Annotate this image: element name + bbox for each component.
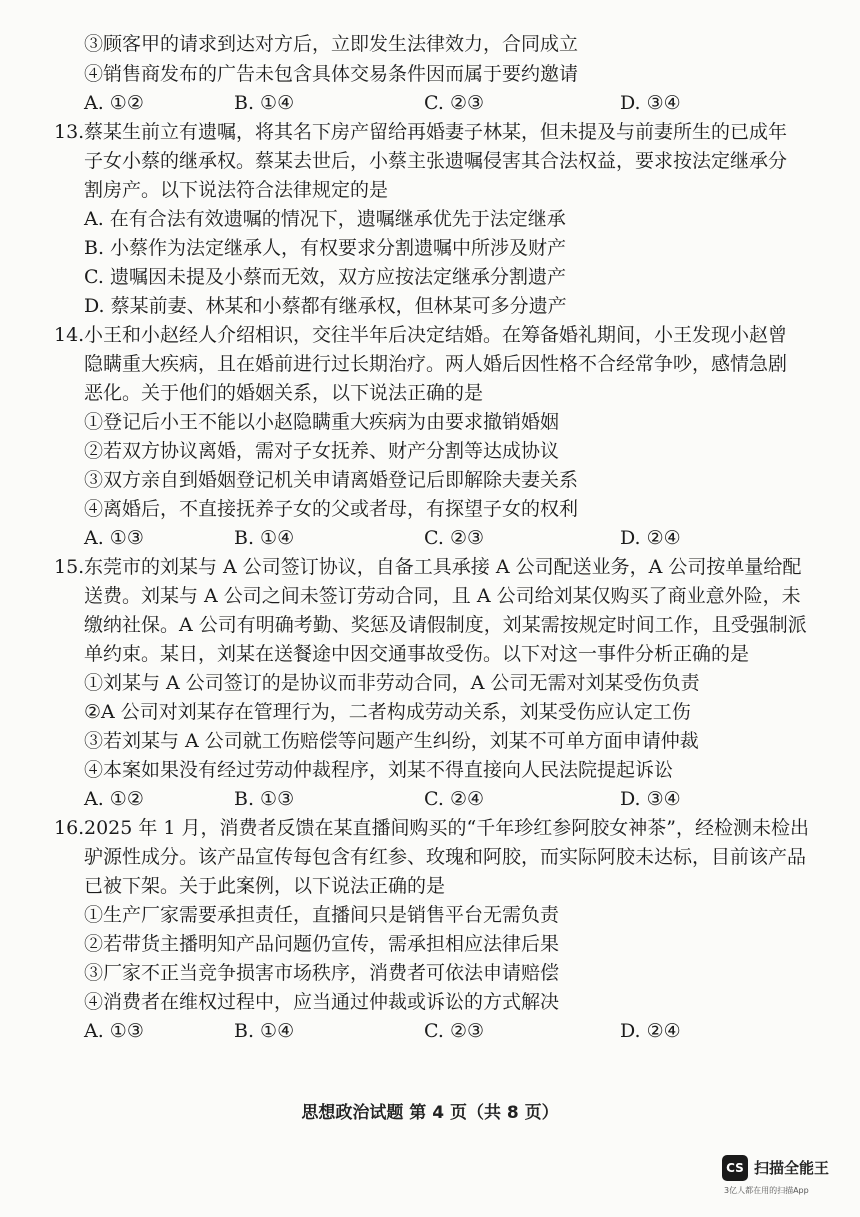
q15-option-a: A. ①②: [84, 788, 144, 810]
q16-item-1: ①生产厂家需要承担责任，直播间只是销售平台无需负责: [84, 904, 560, 926]
q13-choice-a: A. 在有合法有效遗嘱的情况下，遗嘱继承优先于法定继承: [84, 208, 566, 230]
q13-choice-c: C. 遗嘱因未提及小蔡而无效，双方应按法定继承分割遗产: [84, 266, 566, 288]
q15-stem-line-2: 送费。刘某与 A 公司之间未签订劳动合同，且 A 公司给刘某仅购买了商业意外险，未: [84, 585, 801, 607]
q12-option-b: B. ①④: [234, 92, 295, 114]
q15-stem-line-3: 缴纳社保。A 公司有明确考勤、奖惩及请假制度，刘某需按规定时间工作，且受强制派: [84, 614, 807, 636]
q16-number: 16.: [54, 817, 85, 839]
q15-option-d: D. ③④: [620, 788, 681, 810]
q12-option-d: D. ③④: [620, 92, 681, 114]
q16-option-a: A. ①③: [84, 1020, 144, 1042]
q16-item-3: ③厂家不正当竞争损害市场秩序，消费者可依法申请赔偿: [84, 962, 560, 984]
q12-item-3: ③顾客甲的请求到达对方后，立即发生法律效力，合同成立: [84, 33, 579, 55]
q15-option-b: B. ①③: [234, 788, 295, 810]
q14-option-d: D. ②④: [620, 527, 681, 549]
camscanner-logo-icon: CS: [722, 1155, 748, 1181]
q16-item-4: ④消费者在维权过程中，应当通过仲裁或诉讼的方式解决: [84, 991, 560, 1013]
q14-item-4: ④离婚后，不直接抚养子女的父或者母，有探望子女的权利: [84, 498, 579, 520]
q12-item-4: ④销售商发布的广告未包含具体交易条件因而属于要约邀请: [84, 63, 579, 85]
q14-item-1: ①登记后小王不能以小赵隐瞒重大疾病为由要求撤销婚姻: [84, 411, 560, 433]
q14-option-a: A. ①③: [84, 527, 144, 549]
q16-option-c: C. ②③: [424, 1020, 485, 1042]
q16-stem-line-1: 2025 年 1 月，消费者反馈在某直播间购买的“千年珍红参阿胶女神茶”，经检测未检出: [84, 817, 809, 839]
q13-number: 13.: [54, 121, 85, 143]
q14-item-2: ②若双方协议离婚，需对子女抚养、财产分割等达成协议: [84, 440, 560, 462]
q13-choice-d: D. 蔡某前妻、林某和小蔡都有继承权，但林某可多分遗产: [84, 295, 567, 317]
q13-stem-line-1: 蔡某生前立有遗嘱，将其名下房产留给再婚妻子林某，但未提及与前妻所生的已成年: [84, 121, 788, 143]
q13-choice-b: B. 小蔡作为法定继承人，有权要求分割遗嘱中所涉及财产: [84, 237, 567, 259]
q12-option-a: A. ①②: [84, 92, 144, 114]
q16-stem-line-2: 驴源性成分。该产品宣传每包含有红参、玫瑰和阿胶，而实际阿胶未达标，目前该产品: [84, 846, 807, 868]
q14-stem-line-3: 恶化。关于他们的婚姻关系，以下说法正确的是: [84, 382, 484, 404]
q14-number: 14.: [54, 324, 85, 346]
scanner-watermark: [722, 1155, 842, 1199]
q15-stem-line-1: 东莞市的刘某与 A 公司签订协议，自备工具承接 A 公司配送业务，A 公司按单量给配: [84, 556, 802, 578]
q15-item-2: ②A 公司对刘某存在管理行为，二者构成劳动关系，刘某受伤应认定工伤: [84, 701, 691, 723]
q16-item-2: ②若带货主播明知产品问题仍宣传，需承担相应法律后果: [84, 933, 560, 955]
q14-stem-line-2: 隐瞒重大疾病，且在婚前进行过长期治疗。两人婚后因性格不合经常争吵，感情急剧: [84, 353, 788, 375]
watermark-tagline: 3亿人都在用的扫描App: [724, 1186, 809, 1195]
q12-option-c: C. ②③: [424, 92, 485, 114]
watermark-app-name: 扫描全能王: [754, 1159, 830, 1177]
q15-item-3: ③若刘某与 A 公司就工伤赔偿等问题产生纠纷，刘某不可单方面申请仲裁: [84, 730, 699, 752]
q16-option-d: D. ②④: [620, 1020, 681, 1042]
q13-stem-line-3: 割房产。以下说法符合法律规定的是: [84, 179, 389, 201]
q15-item-1: ①刘某与 A 公司签订的是协议而非劳动合同，A 公司无需对刘某受伤负责: [84, 672, 700, 694]
q16-option-b: B. ①④: [234, 1020, 295, 1042]
page-footer: 思想政治试题 第 4 页（共 8 页）: [301, 1103, 559, 1123]
q15-item-4: ④本案如果没有经过劳动仲裁程序，刘某不得直接向人民法院提起诉讼: [84, 759, 674, 781]
q14-option-c: C. ②③: [424, 527, 485, 549]
q14-option-b: B. ①④: [234, 527, 295, 549]
q16-stem-line-3: 已被下架。关于此案例，以下说法正确的是: [84, 875, 446, 897]
q13-stem-line-2: 子女小蔡的继承权。蔡某去世后，小蔡主张遗嘱侵害其合法权益，要求按法定继承分: [84, 150, 788, 172]
q15-number: 15.: [54, 556, 85, 578]
q14-stem-line-1: 小王和小赵经人介绍相识，交往半年后决定结婚。在筹备婚礼期间，小王发现小赵曾: [84, 324, 788, 346]
q15-stem-line-4: 单约束。某日，刘某在送餐途中因交通事故受伤。以下对这一事件分析正确的是: [84, 643, 750, 665]
q14-item-3: ③双方亲自到婚姻登记机关申请离婚登记后即解除夫妻关系: [84, 469, 579, 491]
q15-option-c: C. ②④: [424, 788, 485, 810]
